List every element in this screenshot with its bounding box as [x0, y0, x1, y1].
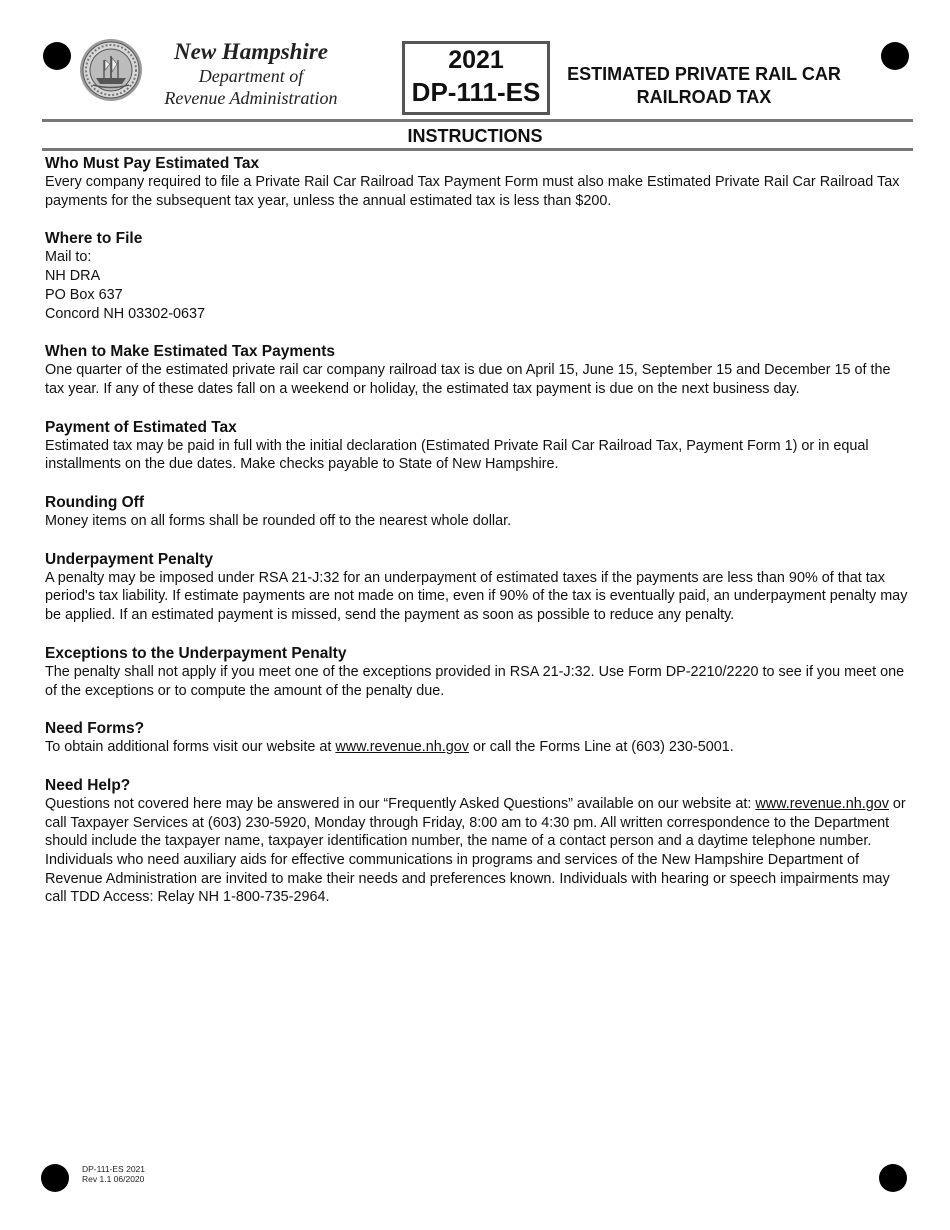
- text-after-link: or call Taxpayer Services at (603) 230-5920, Monday through Friday, 8:00 am to 4:30 pm. All written correspondence to the Department should include the taxpayer name, taxpayer identification number, the name of a contact person and a daytime telephone number. Individuals who need auxiliary aids for effective communications in programs and services of the New Hampshire Department of Revenue Administration are invited to make their needs and preferences known. Individuals with hearing or speech impairments may call TDD Access: Relay NH 1-800-735-2964.: [45, 795, 906, 906]
- section-text: [45, 795, 910, 907]
- divider-top: [42, 119, 913, 122]
- text-after-link: or call the Forms Line at (603) 230-5001.: [468, 739, 734, 756]
- section-text: Every company required to file a Private Rail Car Railroad Tax Payment Form must also make Estimated Private Rail Car Railroad Tax payments for the subsequent tax year, unless the annual estimated tax is less than $200.: [45, 174, 900, 209]
- nh-state-seal-icon: [79, 38, 143, 102]
- agency-name-block: [143, 38, 359, 109]
- form-number: DP-111-ES: [411, 77, 541, 107]
- section-heading: Underpayment Penalty: [45, 550, 213, 568]
- registration-mark-bottom-left: [41, 1164, 69, 1192]
- section-text: The penalty shall not apply if you meet one of the exceptions provided in RSA 21-J:32. Use Form DP-2210/2220 to see if you meet one of the exceptions or to compute the amount of the penalty due.: [45, 663, 905, 699]
- section-heading: Need Help?: [45, 776, 131, 794]
- mailing-address: [45, 248, 910, 323]
- section-rounding: [45, 493, 910, 531]
- section-text: One quarter of the estimated private rail car company railroad tax is due on April 15, June 15, September 15 and December 15 of the tax year. If any of these dates fall on a weekend or holiday, the estimated tax payment is due on the next business day.: [45, 362, 891, 397]
- section-heading: When to Make Estimated Tax Payments: [45, 343, 335, 361]
- website-link[interactable]: www.revenue.nh.gov: [755, 795, 889, 812]
- instructions-heading: INSTRUCTIONS: [407, 126, 543, 146]
- instructions-body: [45, 154, 910, 926]
- address-line: Concord NH 03302-0637: [45, 305, 205, 322]
- section-text: Estimated tax may be paid in full with the initial declaration (Estimated Private Rail Car Railroad Tax, Payment Form 1) or in equal installments on the due dates. Make checks payable to State of New Hampshire.: [45, 437, 869, 473]
- address-line: Mail to:: [45, 249, 92, 266]
- section-who-must-pay: [45, 154, 910, 210]
- section-text: [45, 738, 910, 757]
- section-heading: Exceptions to the Underpayment Penalty: [45, 644, 347, 662]
- registration-mark-bottom-right: [879, 1164, 907, 1192]
- section-where-to-file: [45, 229, 910, 323]
- section-heading: Where to File: [45, 230, 143, 248]
- agency-state: New Hampshire: [174, 39, 328, 64]
- registration-mark-top-left: [43, 42, 71, 70]
- section-heading: Rounding Off: [45, 494, 144, 512]
- divider-bottom: [42, 148, 913, 151]
- website-link[interactable]: www.revenue.nh.gov: [335, 739, 469, 756]
- registration-mark-top-right: [881, 42, 909, 70]
- section-need-forms: [45, 719, 910, 757]
- agency-department: Department of: [198, 66, 304, 86]
- form-title-line2: RAILROAD TAX: [636, 87, 772, 107]
- form-title-line1: ESTIMATED PRIVATE RAIL CAR: [567, 64, 841, 84]
- footer-form-id: DP-111-ES 2021: [82, 1164, 145, 1174]
- text-before-link: Questions not covered here may be answered in our “Frequently Asked Questions” available on our website at:: [45, 795, 756, 812]
- footer-form-info: [82, 1164, 145, 1184]
- section-exceptions: [45, 644, 910, 700]
- section-text: A penalty may be imposed under RSA 21-J:32 for an underpayment of estimated taxes if the payments are less than 90% of that tax period's tax liability. If estimate payments are not made on time, even if 90% of the tax is eventually paid, an underpayment penalty may be applied. If an estimated payment is missed, send the payment as soon as possible to reduce any penalty.: [45, 569, 908, 624]
- section-need-help: [45, 776, 910, 907]
- section-payment: [45, 418, 910, 474]
- agency-division: Revenue Administration: [164, 88, 338, 108]
- section-heading: Need Forms?: [45, 720, 145, 738]
- address-line: NH DRA: [45, 268, 101, 285]
- form-id-box: [402, 41, 550, 115]
- section-underpayment-penalty: [45, 550, 910, 625]
- section-heading: Who Must Pay Estimated Tax: [45, 155, 260, 172]
- section-heading: Payment of Estimated Tax: [45, 418, 237, 436]
- section-text: Money items on all forms shall be rounded off to the nearest whole dollar.: [45, 513, 512, 530]
- form-year: 2021: [448, 46, 504, 74]
- text-before-link: To obtain additional forms visit our website at: [45, 739, 336, 756]
- section-when-to-pay: [45, 342, 910, 398]
- form-title: [556, 63, 852, 109]
- address-line: PO Box 637: [45, 286, 123, 303]
- footer-revision: Rev 1.1 06/2020: [82, 1174, 145, 1184]
